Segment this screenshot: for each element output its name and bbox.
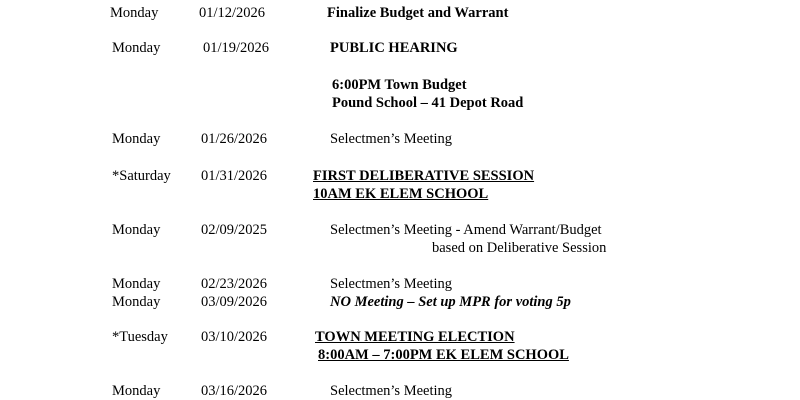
event-text: PUBLIC HEARING: [330, 40, 458, 56]
event-text: TOWN MEETING ELECTION: [315, 329, 515, 345]
event-text: Selectmen’s Meeting: [330, 383, 453, 399]
event-detail: 6:00PM Town Budget: [332, 77, 467, 93]
date-label: 01/31/2026: [201, 168, 268, 184]
date-label: 01/12/2026: [199, 5, 266, 21]
day-label: Monday: [112, 294, 161, 310]
event-detail: 10AM EK ELEM SCHOOL: [313, 186, 489, 202]
date-label: 03/16/2026: [201, 383, 268, 399]
date-label: 03/10/2026: [201, 329, 268, 345]
event-detail: based on Deliberative Session: [432, 240, 607, 256]
event-text: NO Meeting – Set up MPR for voting 5p: [330, 294, 571, 310]
day-label: Monday: [112, 40, 161, 56]
day-label: *Saturday: [112, 168, 171, 184]
date-label: 01/19/2026: [203, 40, 270, 56]
date-label: 03/09/2026: [201, 294, 268, 310]
date-label: 02/09/2025: [201, 222, 268, 238]
event-text: Selectmen’s Meeting: [330, 131, 453, 147]
event-text: Selectmen’s Meeting - Amend Warrant/Budget: [330, 222, 602, 238]
event-text: FIRST DELIBERATIVE SESSION: [313, 168, 535, 184]
day-label: Monday: [110, 5, 159, 21]
day-label: Monday: [112, 131, 161, 147]
day-label: Monday: [112, 276, 161, 292]
event-detail: Pound School – 41 Depot Road: [332, 95, 524, 111]
event-text: Selectmen’s Meeting: [330, 276, 453, 292]
day-label: *Tuesday: [112, 329, 168, 345]
day-label: Monday: [112, 383, 161, 399]
event-detail: 8:00AM – 7:00PM EK ELEM SCHOOL: [318, 347, 569, 363]
event-text: Finalize Budget and Warrant: [327, 5, 509, 21]
date-label: 02/23/2026: [201, 276, 268, 292]
day-label: Monday: [112, 222, 161, 238]
date-label: 01/26/2026: [201, 131, 268, 147]
